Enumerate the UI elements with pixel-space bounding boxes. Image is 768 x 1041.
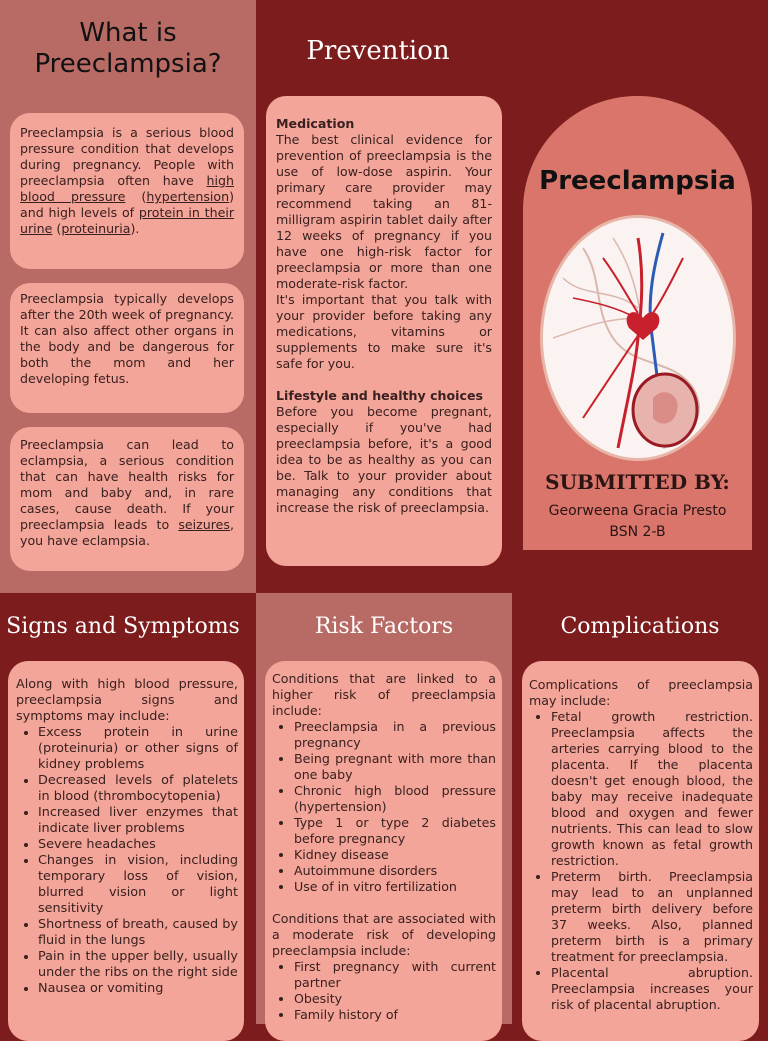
list-item: • Decreased levels of platelets in blood (thrombocytopenia) — [38, 773, 238, 805]
list-item: • Changes in vision, including temporary loss of vision, blurred vision or light sensitivity — [38, 853, 238, 917]
proteinuria-link[interactable]: proteinuria — [61, 221, 131, 236]
list-item: • Obesity — [294, 991, 496, 1007]
list-item: • Placental abruption. Preeclampsia increases your risk of placental abruption. — [551, 965, 753, 1013]
what-is-card-3 — [10, 427, 244, 571]
complications-card — [522, 661, 759, 1041]
risk-card — [265, 661, 502, 1041]
prevention-title: Prevention — [306, 36, 450, 66]
what-is-paragraph-1: Preeclampsia is a serious blood pressure condition that develops during pregnancy. People with preeclampsia often have high blood pressure (hypertension) and high levels of protein in their urine (proteinuria). — [20, 125, 235, 236]
what-is-paragraph-3: Preeclampsia can lead to eclampsia, a serious condition that can have health risks for mom and baby and, in rare cases, cause death. If your preeclampsia leads to seizures, you have eclampsia. — [20, 437, 234, 548]
high-blood-pressure-link[interactable]: high blood pressure — [20, 173, 234, 204]
risk-list-2 — [272, 959, 496, 1023]
hypertension-link[interactable]: hypertension — [146, 189, 230, 204]
lifestyle-paragraph: Before you become pregnant, especially if you've had preeclampsia before, it's a good idea to be as healthy as you can be. Talk to your provider about managing any conditions that increase the risk of preeclampsia. — [276, 404, 492, 515]
list-item: • Increased liver enzymes that indicate liver problems — [38, 805, 238, 837]
risk-list-1 — [272, 719, 496, 895]
list-item: • First pregnancy with current partner — [294, 959, 496, 991]
cover-title: Preeclampsia — [539, 166, 736, 196]
what-is-card-1 — [10, 113, 244, 269]
risk-intro-1: Conditions that are linked to a higher risk of preeclampsia include: — [272, 671, 496, 718]
list-item: • Chronic high blood pressure (hypertension) — [294, 783, 496, 815]
signs-intro: Along with high blood pressure, preeclampsia signs and symptoms may include: — [16, 677, 238, 724]
signs-list — [16, 725, 238, 997]
submitted-by-label: SUBMITTED BY: — [545, 470, 730, 494]
list-item: • Nausea or vomiting — [38, 981, 238, 997]
protein-in-urine-link[interactable]: protein in their urine — [20, 205, 234, 236]
list-item: • Type 1 or type 2 diabetes before pregnancy — [294, 815, 496, 847]
prevention-card — [266, 96, 502, 566]
list-item: • Shortness of breath, caused by fluid in the lungs — [38, 917, 238, 949]
list-item: • Preeclampsia in a previous pregnancy — [294, 719, 496, 751]
seizures-link[interactable]: seizures — [178, 517, 230, 532]
cover-illustration-frame — [540, 215, 736, 461]
list-item: • Pain in the upper belly, usually under the ribs on the right side — [38, 949, 238, 981]
lifestyle-heading: Lifestyle and healthy choices — [276, 388, 483, 403]
list-item: • Fetal growth restriction. Preeclampsia affects the arteries carrying blood to the placenta. If the placenta doesn't get enough blood, the baby may receive inadequate blood and oxygen and fewer nutrients. This can lead to slow growth known as fetal growth restriction. — [551, 709, 753, 869]
signs-card — [8, 661, 244, 1041]
list-item: • Being pregnant with more than one baby — [294, 751, 496, 783]
signs-title: Signs and Symptoms — [6, 614, 240, 639]
list-item: • Preterm birth. Preeclampsia may lead to an unplanned preterm birth delivery before 37 weeks. Also, planned preterm birth is a primary treatment for preeclampsia. — [551, 869, 753, 965]
list-item: • Kidney disease — [294, 847, 496, 863]
risk-intro-2: Conditions that are associated with a moderate risk of developing preeclampsia include: — [272, 911, 496, 958]
medication-paragraph-1: The best clinical evidence for prevention of preeclampsia is the use of low-dose aspirin. Your primary care provider may recommend taking an 81-milligram aspirin tablet daily after 12 weeks of pregnancy if you have one high-risk factor for preeclampsia or more than one moderate-risk factor. — [276, 132, 492, 291]
what-is-title: What is Preeclampsia? — [34, 18, 222, 79]
author-course: BSN 2-B — [609, 524, 666, 540]
list-item: • Severe headaches — [38, 837, 238, 853]
list-item: • Excess protein in urine (proteinuria) or other signs of kidney problems — [38, 725, 238, 773]
what-is-paragraph-2: Preeclampsia typically develops after the 20th week of pregnancy. It can also affect other organs in the body and be dangerous for both the mom and her developing fetus. — [20, 291, 234, 386]
author-name: Georweena Gracia Presto — [548, 503, 727, 519]
complications-list — [529, 709, 753, 1013]
list-item: • Family history of — [294, 1007, 496, 1023]
complications-title: Complications — [560, 614, 720, 639]
complications-intro: Complications of preeclampsia may include: — [529, 677, 753, 708]
risk-title: Risk Factors — [314, 614, 454, 639]
what-is-card-2 — [10, 283, 244, 413]
medication-paragraph-2: It's important that you talk with your provider before taking any medications, vitamins or supplements to make sure it's safe for you. — [276, 292, 492, 371]
medication-heading: Medication — [276, 116, 355, 131]
list-item: • Use of in vitro fertilization — [294, 879, 496, 895]
heart-icon — [627, 312, 660, 340]
pregnancy-illustration — [543, 218, 733, 458]
list-item: • Autoimmune disorders — [294, 863, 496, 879]
